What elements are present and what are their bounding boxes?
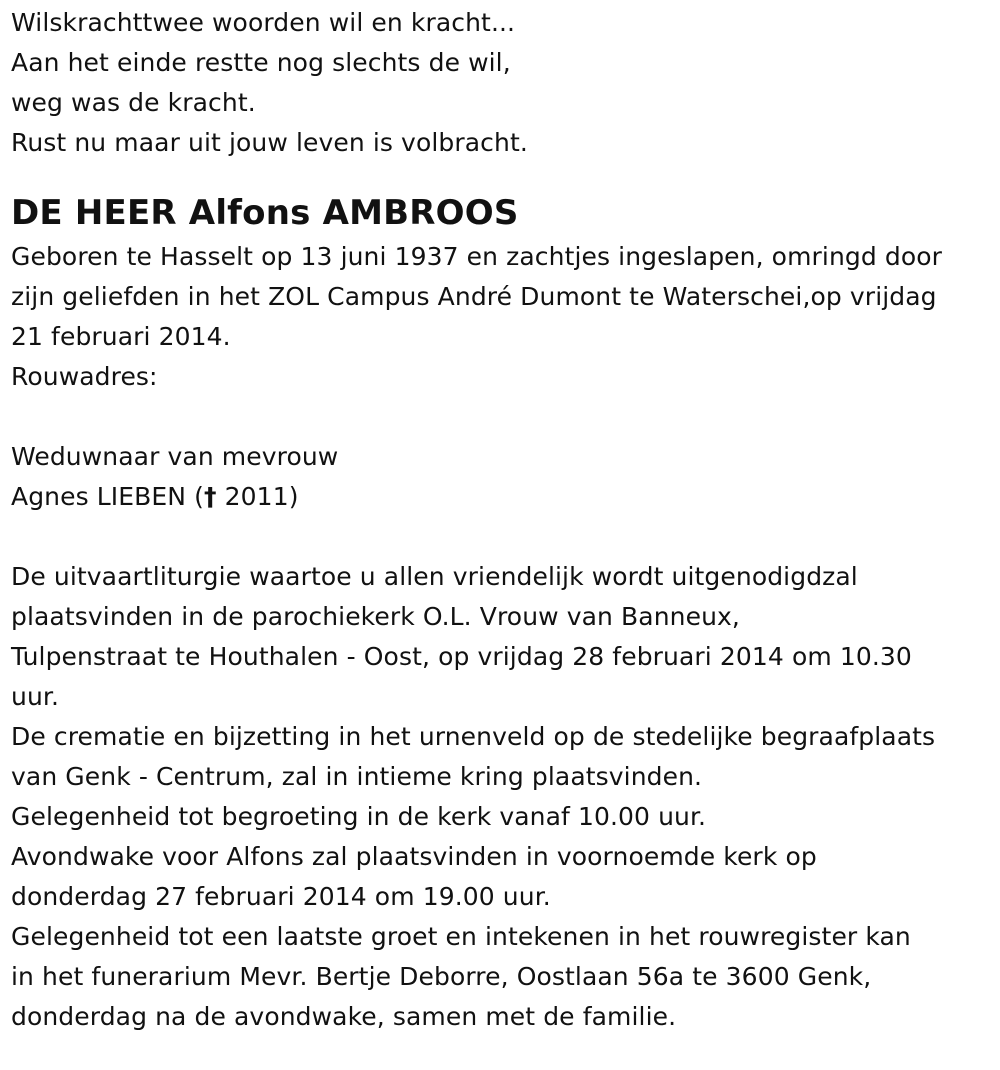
details-line: van Genk - Centrum, zal in intieme kring plaatsvinden.: [11, 762, 703, 791]
details-line: Avondwake voor Alfons zal plaatsvinden in voornoemde kerk op: [11, 842, 817, 871]
cross-icon: †: [204, 482, 217, 511]
obituary-notice: [11, 3, 996, 1037]
details-line: donderdag na de avondwake, samen met de familie.: [11, 1002, 677, 1031]
details-line: in het funerarium Mevr. Bertje Deborre, Oostlaan 56a te 3600 Genk,: [11, 962, 872, 991]
birth-line: zijn geliefden in het ZOL Campus André Dumont te Waterschei,op vrijdag: [11, 282, 937, 311]
details-line: plaatsvinden in de parochiekerk O.L. Vrouw van Banneux,: [11, 602, 740, 631]
spouse-line: Weduwnaar van mevrouw: [11, 442, 339, 471]
birth-line: 21 februari 2014.: [11, 322, 231, 351]
details-line: De crematie en bijzetting in het urnenveld op de stedelijke begraafplaats: [11, 722, 936, 751]
poem-line: Wilskrachttwee woorden wil en kracht...: [11, 8, 516, 37]
birth-death-info: [11, 237, 996, 357]
poem-line: Rust nu maar uit jouw leven is volbracht.: [11, 128, 528, 157]
spouse-name-line: [11, 477, 996, 517]
details-line: Gelegenheid tot een laatste groet en intekenen in het rouwregister kan: [11, 922, 911, 951]
funeral-details: [11, 557, 996, 1037]
details-line: donderdag 27 februari 2014 om 19.00 uur.: [11, 882, 551, 911]
poem: [11, 3, 996, 163]
spouse-name: Agnes LIEBEN (: [11, 482, 205, 511]
spacer: [11, 397, 996, 437]
spacer: [11, 163, 996, 189]
poem-line: Aan het einde restte nog slechts de wil,: [11, 48, 511, 77]
details-line: Tulpenstraat te Houthalen - Oost, op vrijdag 28 februari 2014 om 10.30: [11, 642, 912, 671]
poem-line: weg was de kracht.: [11, 88, 256, 117]
spouse-info: [11, 437, 996, 517]
spouse-death-year: 2011): [216, 482, 299, 511]
address-label: Rouwadres:: [11, 362, 158, 391]
details-line: uur.: [11, 682, 60, 711]
spacer: [11, 517, 996, 557]
birth-line: Geboren te Hasselt op 13 juni 1937 en zachtjes ingeslapen, omringd door: [11, 242, 943, 271]
details-line: De uitvaartliturgie waartoe u allen vriendelijk wordt uitgenodigdzal: [11, 562, 858, 591]
deceased-name: DE HEER Alfons AMBROOS: [11, 193, 519, 233]
details-line: Gelegenheid tot begroeting in de kerk vanaf 10.00 uur.: [11, 802, 707, 831]
